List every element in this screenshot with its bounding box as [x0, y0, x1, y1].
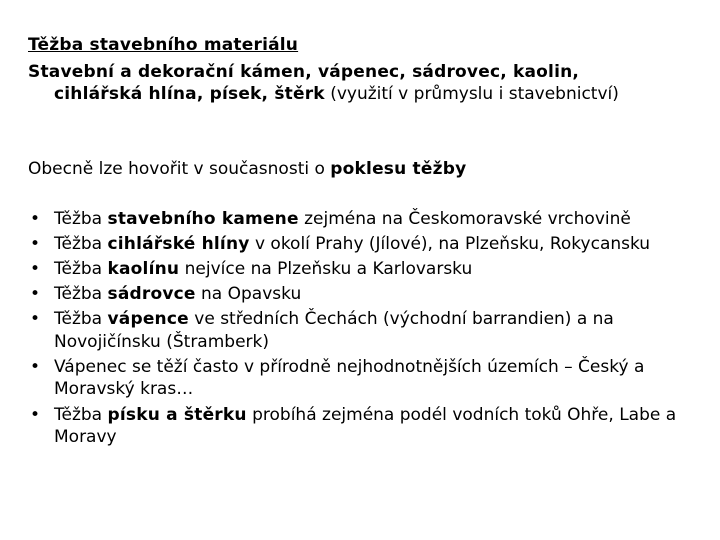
item-text: Těžba — [54, 234, 108, 255]
item-emphasis: cihlářské hlíny — [107, 234, 250, 255]
item-text: zejména na Českomoravské vrchovině — [298, 209, 631, 229]
bullet-icon: • — [30, 309, 41, 330]
bullet-icon: • — [30, 259, 41, 280]
item-text: probíhá zejména podél vodních toků Ohře, Labe a Moravy — [54, 404, 677, 448]
list-item — [28, 283, 698, 306]
bullet-icon: • — [30, 356, 41, 377]
summary-paragraph — [28, 158, 466, 180]
list-item — [28, 356, 698, 401]
summary-text: Obecně lze hovořit v současnosti o — [28, 159, 331, 179]
item-emphasis: kaolínu — [107, 259, 180, 280]
list-item — [28, 208, 698, 231]
intro-materials: Stavební a dekorační kámen, vápenec, sádrovec, kaolin, — [28, 62, 580, 82]
list-item — [28, 404, 698, 449]
bullet-icon: • — [30, 284, 41, 305]
intro-continuation — [28, 83, 668, 105]
item-emphasis: písku a štěrku — [107, 404, 247, 425]
item-text: nejvíce na Plzeňsku a Karlovarsku — [179, 259, 473, 280]
bullet-icon: • — [30, 209, 41, 229]
intro-materials-cont: cihlářská hlína, písek, štěrk — [54, 84, 325, 104]
intro-paragraph — [28, 61, 668, 105]
item-text: ve středních Čechách (východní barrandien) a na Novojičínsku (Štramberk) — [54, 309, 614, 352]
item-emphasis: vápence — [107, 309, 189, 330]
list-item — [28, 258, 698, 281]
item-text: v okolí Prahy (Jílové), na Plzeňsku, Rokycansku — [249, 234, 651, 255]
item-text: Těžba — [54, 404, 108, 425]
list-item — [28, 233, 698, 256]
page-title: Těžba stavebního materiálu — [28, 35, 299, 55]
item-text: Těžba — [54, 309, 108, 330]
intro-usage: (využití v průmyslu i stavebnictví) — [324, 84, 619, 104]
item-text: Těžba — [54, 259, 108, 280]
summary-emphasis: poklesu těžby — [330, 159, 467, 179]
item-text: Těžba — [54, 209, 108, 229]
bullet-icon: • — [30, 404, 41, 425]
item-emphasis: sádrovce — [107, 284, 196, 305]
bullet-icon: • — [30, 234, 41, 255]
item-text: Vápenec se těží často v přírodně nejhodnotnějších územích – Český a Moravský kras… — [54, 356, 645, 400]
bullet-list — [28, 208, 698, 451]
item-emphasis: stavebního kamene — [107, 209, 299, 229]
list-item — [28, 308, 698, 353]
item-text: na Opavsku — [195, 284, 302, 305]
item-text: Těžba — [54, 284, 108, 305]
